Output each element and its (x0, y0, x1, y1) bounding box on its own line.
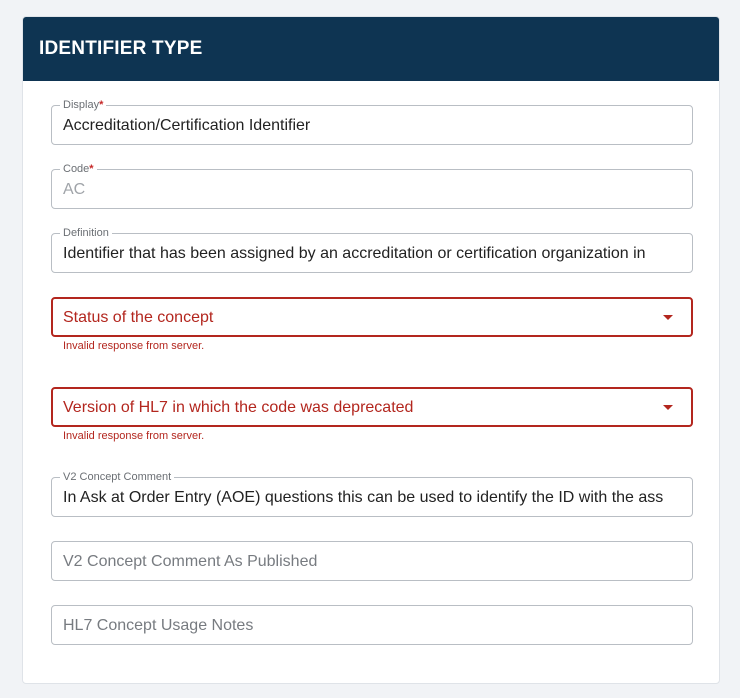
v2-concept-comment-label: V2 Concept Comment (60, 470, 174, 484)
caret-down-icon (663, 315, 673, 320)
display-label: Display* (60, 98, 106, 112)
deprecated-version-placeholder: Version of HL7 in which the code was deprecated (63, 399, 414, 416)
hl7-concept-usage-notes-placeholder: HL7 Concept Usage Notes (63, 617, 254, 634)
code-label: Code* (60, 162, 97, 176)
code-field (51, 163, 693, 209)
v2-concept-comment-published-placeholder: V2 Concept Comment As Published (63, 553, 318, 570)
definition-value: Identifier that has been assigned by an accreditation or certification organization in (63, 245, 646, 262)
display-field[interactable] (51, 99, 693, 145)
v2-concept-comment-field[interactable] (51, 471, 693, 517)
caret-down-icon (663, 405, 673, 410)
hl7-concept-usage-notes-field[interactable] (51, 605, 693, 645)
code-required-mark: * (89, 163, 94, 175)
card-title: IDENTIFIER TYPE (23, 17, 719, 81)
identifier-type-card (22, 16, 720, 684)
code-value: AC (63, 181, 86, 198)
status-select[interactable] (51, 297, 693, 337)
status-error-message: Invalid response from server. (63, 340, 205, 352)
definition-field[interactable] (51, 227, 693, 273)
v2-concept-comment-published-field[interactable] (51, 541, 693, 581)
deprecated-version-error-message: Invalid response from server. (63, 430, 205, 442)
deprecated-version-select[interactable] (51, 387, 693, 427)
display-value: Accreditation/Certification Identifier (63, 117, 311, 134)
status-placeholder: Status of the concept (63, 309, 214, 326)
definition-label: Definition (60, 226, 112, 240)
display-required-mark: * (99, 99, 104, 111)
v2-concept-comment-value: In Ask at Order Entry (AOE) questions this can be used to identify the ID with the ass (63, 489, 664, 506)
